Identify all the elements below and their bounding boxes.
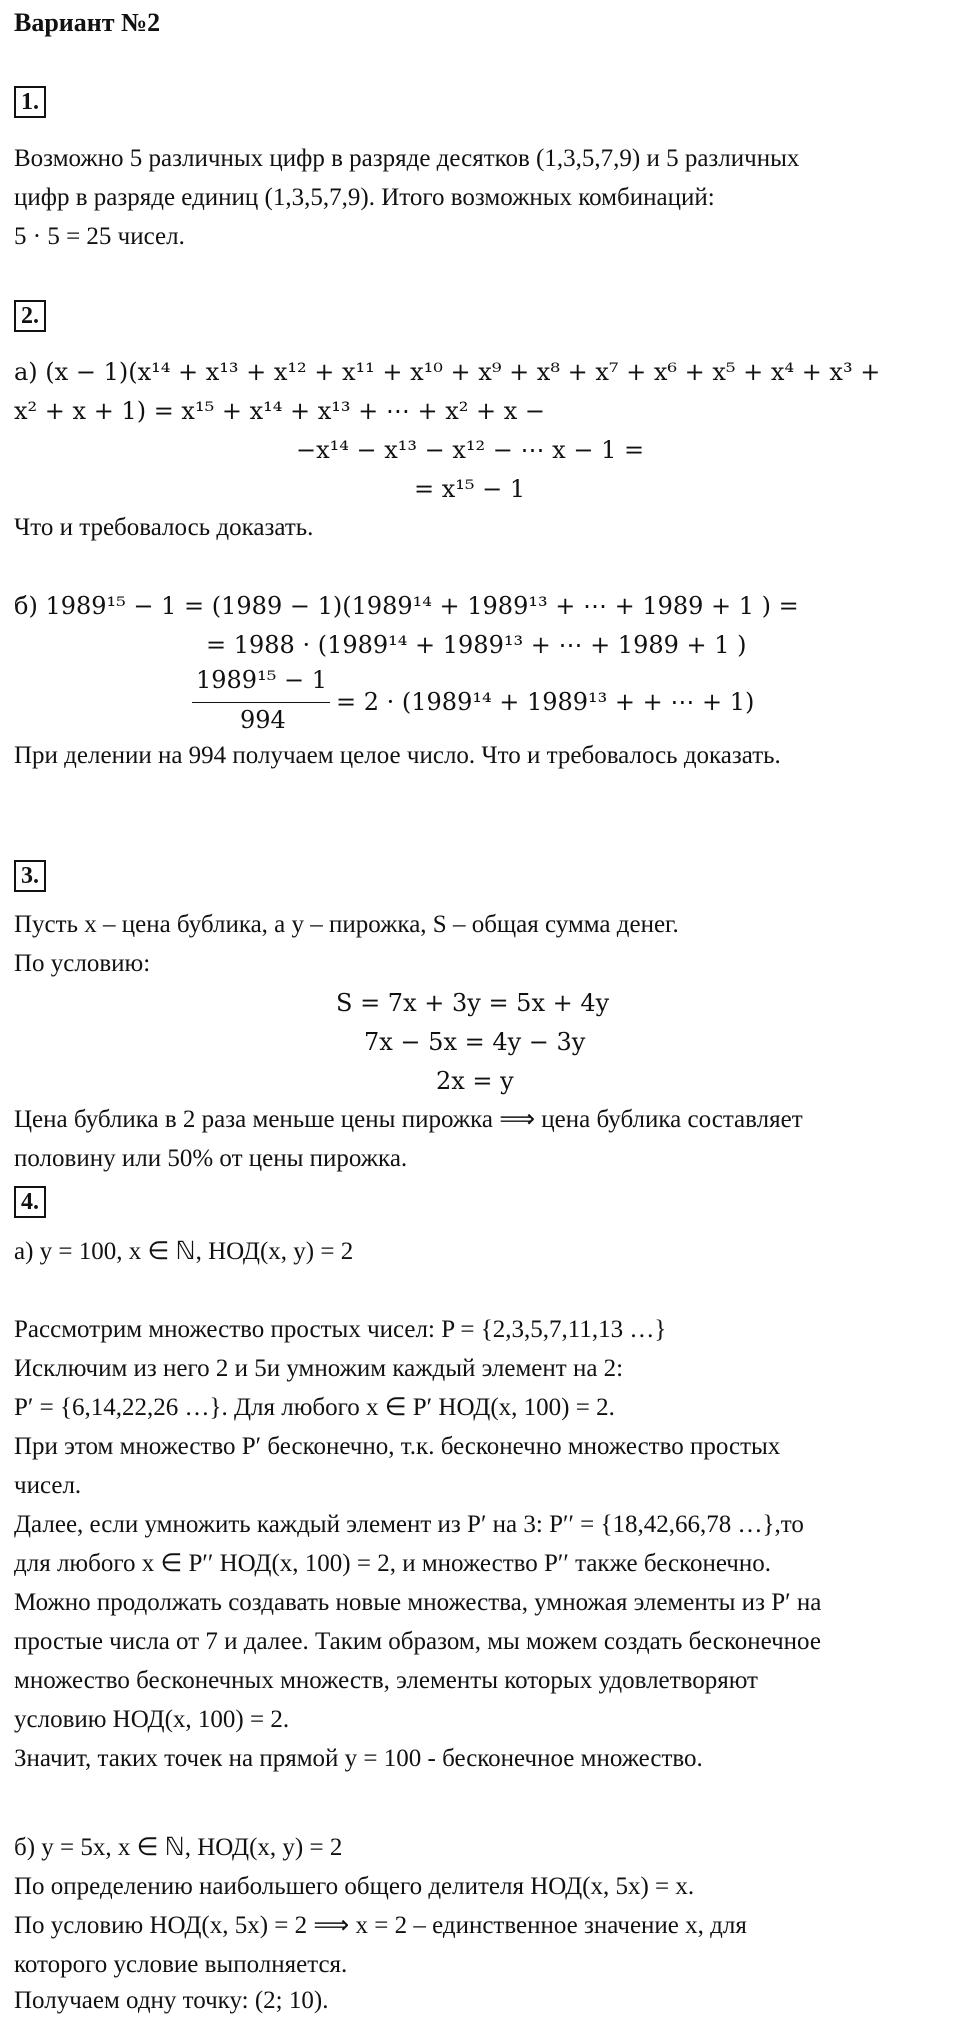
s4-a-line-10: множество бесконечных множеств, элементы которых удовлетворяют <box>14 1667 758 1694</box>
s3-line-2: По условию: <box>14 950 151 977</box>
section-number-2: 2. <box>14 300 46 332</box>
s4-a-line-6: Далее, если умножить каждый элемент из P′ на 3: P′′ = {18,42,66,78 …},то <box>14 1511 804 1538</box>
s2-b-line-1: б) 1989¹⁵ − 1 = (1989 − 1)(1989¹⁴ + 1989¹³ + ⋯ + 1989 + 1 ) = <box>14 592 799 620</box>
s4-b-condition: б) y = 5x, x ∈ ℕ, НОД(x, y) = 2 <box>14 1834 343 1861</box>
s2-b-line-2: = 1988 · (1989¹⁴ + 1989¹³ + ⋯ + 1989 + 1 ) <box>206 631 747 659</box>
s4-a-line-7: для любого x ∈ P′′ НОД(x, 100) = 2, и множество P′′ также бесконечно. <box>14 1550 771 1577</box>
s4-a-line-11: условию НОД(x, 100) = 2. <box>14 1706 290 1733</box>
s4-b-line-4: Получаем одну точку: (2; 10). <box>14 1987 329 2014</box>
s4-b-line-3: которого условие выполняется. <box>14 1951 348 1978</box>
s4-a-line-5: чисел. <box>14 1472 82 1499</box>
s2-b-fraction-numerator: 1989¹⁵ − 1 <box>196 666 327 694</box>
s2-a-line-2: x² + x + 1) = x¹⁵ + x¹⁴ + x¹³ + ⋯ + x² + x − <box>14 397 546 425</box>
section-number-3: 3. <box>14 860 46 892</box>
s1-line-2: цифр в разряде единиц (1,3,5,7,9). Итого возможных комбинаций: <box>14 184 715 211</box>
s4-a-line-12: Значит, таких точек на прямой y = 100 - бесконечное множество. <box>14 1745 703 1772</box>
s4-b-line-1: По определению наибольшего общего делителя НОД(x, 5x) = x. <box>14 1873 695 1900</box>
s4-a-line-1: Рассмотрим множество простых чисел: P = {2,3,5,7,11,13 …} <box>14 1316 667 1343</box>
s4-a-condition: а) y = 100, x ∈ ℕ, НОД(x, y) = 2 <box>14 1238 354 1265</box>
s4-a-line-4: При этом множество P′ бесконечно, т.к. бесконечно множество простых <box>14 1433 781 1460</box>
s2-b-fraction-rest: = 2 · (1989¹⁴ + 1989¹³ + + ⋯ + 1) <box>336 688 755 716</box>
s2-a-line-4: = x¹⁵ − 1 <box>414 475 526 503</box>
s3-equation-1: S = 7x + 3y = 5x + 4y <box>336 989 610 1017</box>
s4-a-line-3: P′ = {6,14,22,26 …}. Для любого x ∈ P′ НОД(x, 100) = 2. <box>14 1394 615 1421</box>
s4-a-line-9: простые числа от 7 и далее. Таким образом, мы можем создать бесконечное <box>14 1628 821 1655</box>
s2-b-conclusion: При делении на 994 получаем целое число. Что и требовалось доказать. <box>14 742 781 769</box>
page-title: Вариант №2 <box>14 8 161 37</box>
s3-equation-3: 2x = y <box>436 1067 514 1095</box>
s4-a-line-2: Исключим из него 2 и 5и умножим каждый элемент на 2: <box>14 1355 624 1382</box>
section-number-1: 1. <box>14 86 46 118</box>
section-number-4: 4. <box>14 1186 46 1218</box>
s4-b-line-2: По условию НОД(x, 5x) = 2 ⟹ x = 2 – единственное значение x, для <box>14 1912 747 1939</box>
s1-line-1: Возможно 5 различных цифр в разряде десятков (1,3,5,7,9) и 5 различных <box>14 145 800 172</box>
s2-a-conclusion: Что и требовалось доказать. <box>14 514 314 541</box>
s2-a-line-3: −x¹⁴ − x¹³ − x¹² − ⋯ x − 1 = <box>296 436 645 464</box>
s3-equation-2: 7x − 5x = 4y − 3y <box>364 1028 586 1056</box>
s2-b-fraction-denominator: 994 <box>240 706 286 734</box>
s2-a-line-1: а) (x − 1)(x¹⁴ + x¹³ + x¹² + x¹¹ + x¹⁰ + x⁹ + x⁸ + x⁷ + x⁶ + x⁵ + x⁴ + x³ + <box>14 358 881 386</box>
s3-line-3: Цена бублика в 2 раза меньше цены пирожка ⟹ цена бублика составляет <box>14 1106 803 1133</box>
s3-line-4: половину или 50% от цены пирожка. <box>14 1145 408 1172</box>
s2-b-fraction-bar <box>192 702 330 703</box>
s3-line-1: Пусть x – цена бублика, а y – пирожка, S – общая сумма денег. <box>14 911 679 938</box>
s1-line-3: 5 · 5 = 25 чисел. <box>14 223 185 250</box>
s4-a-line-8: Можно продолжать создавать новые множества, умножая элементы из P′ на <box>14 1589 822 1616</box>
